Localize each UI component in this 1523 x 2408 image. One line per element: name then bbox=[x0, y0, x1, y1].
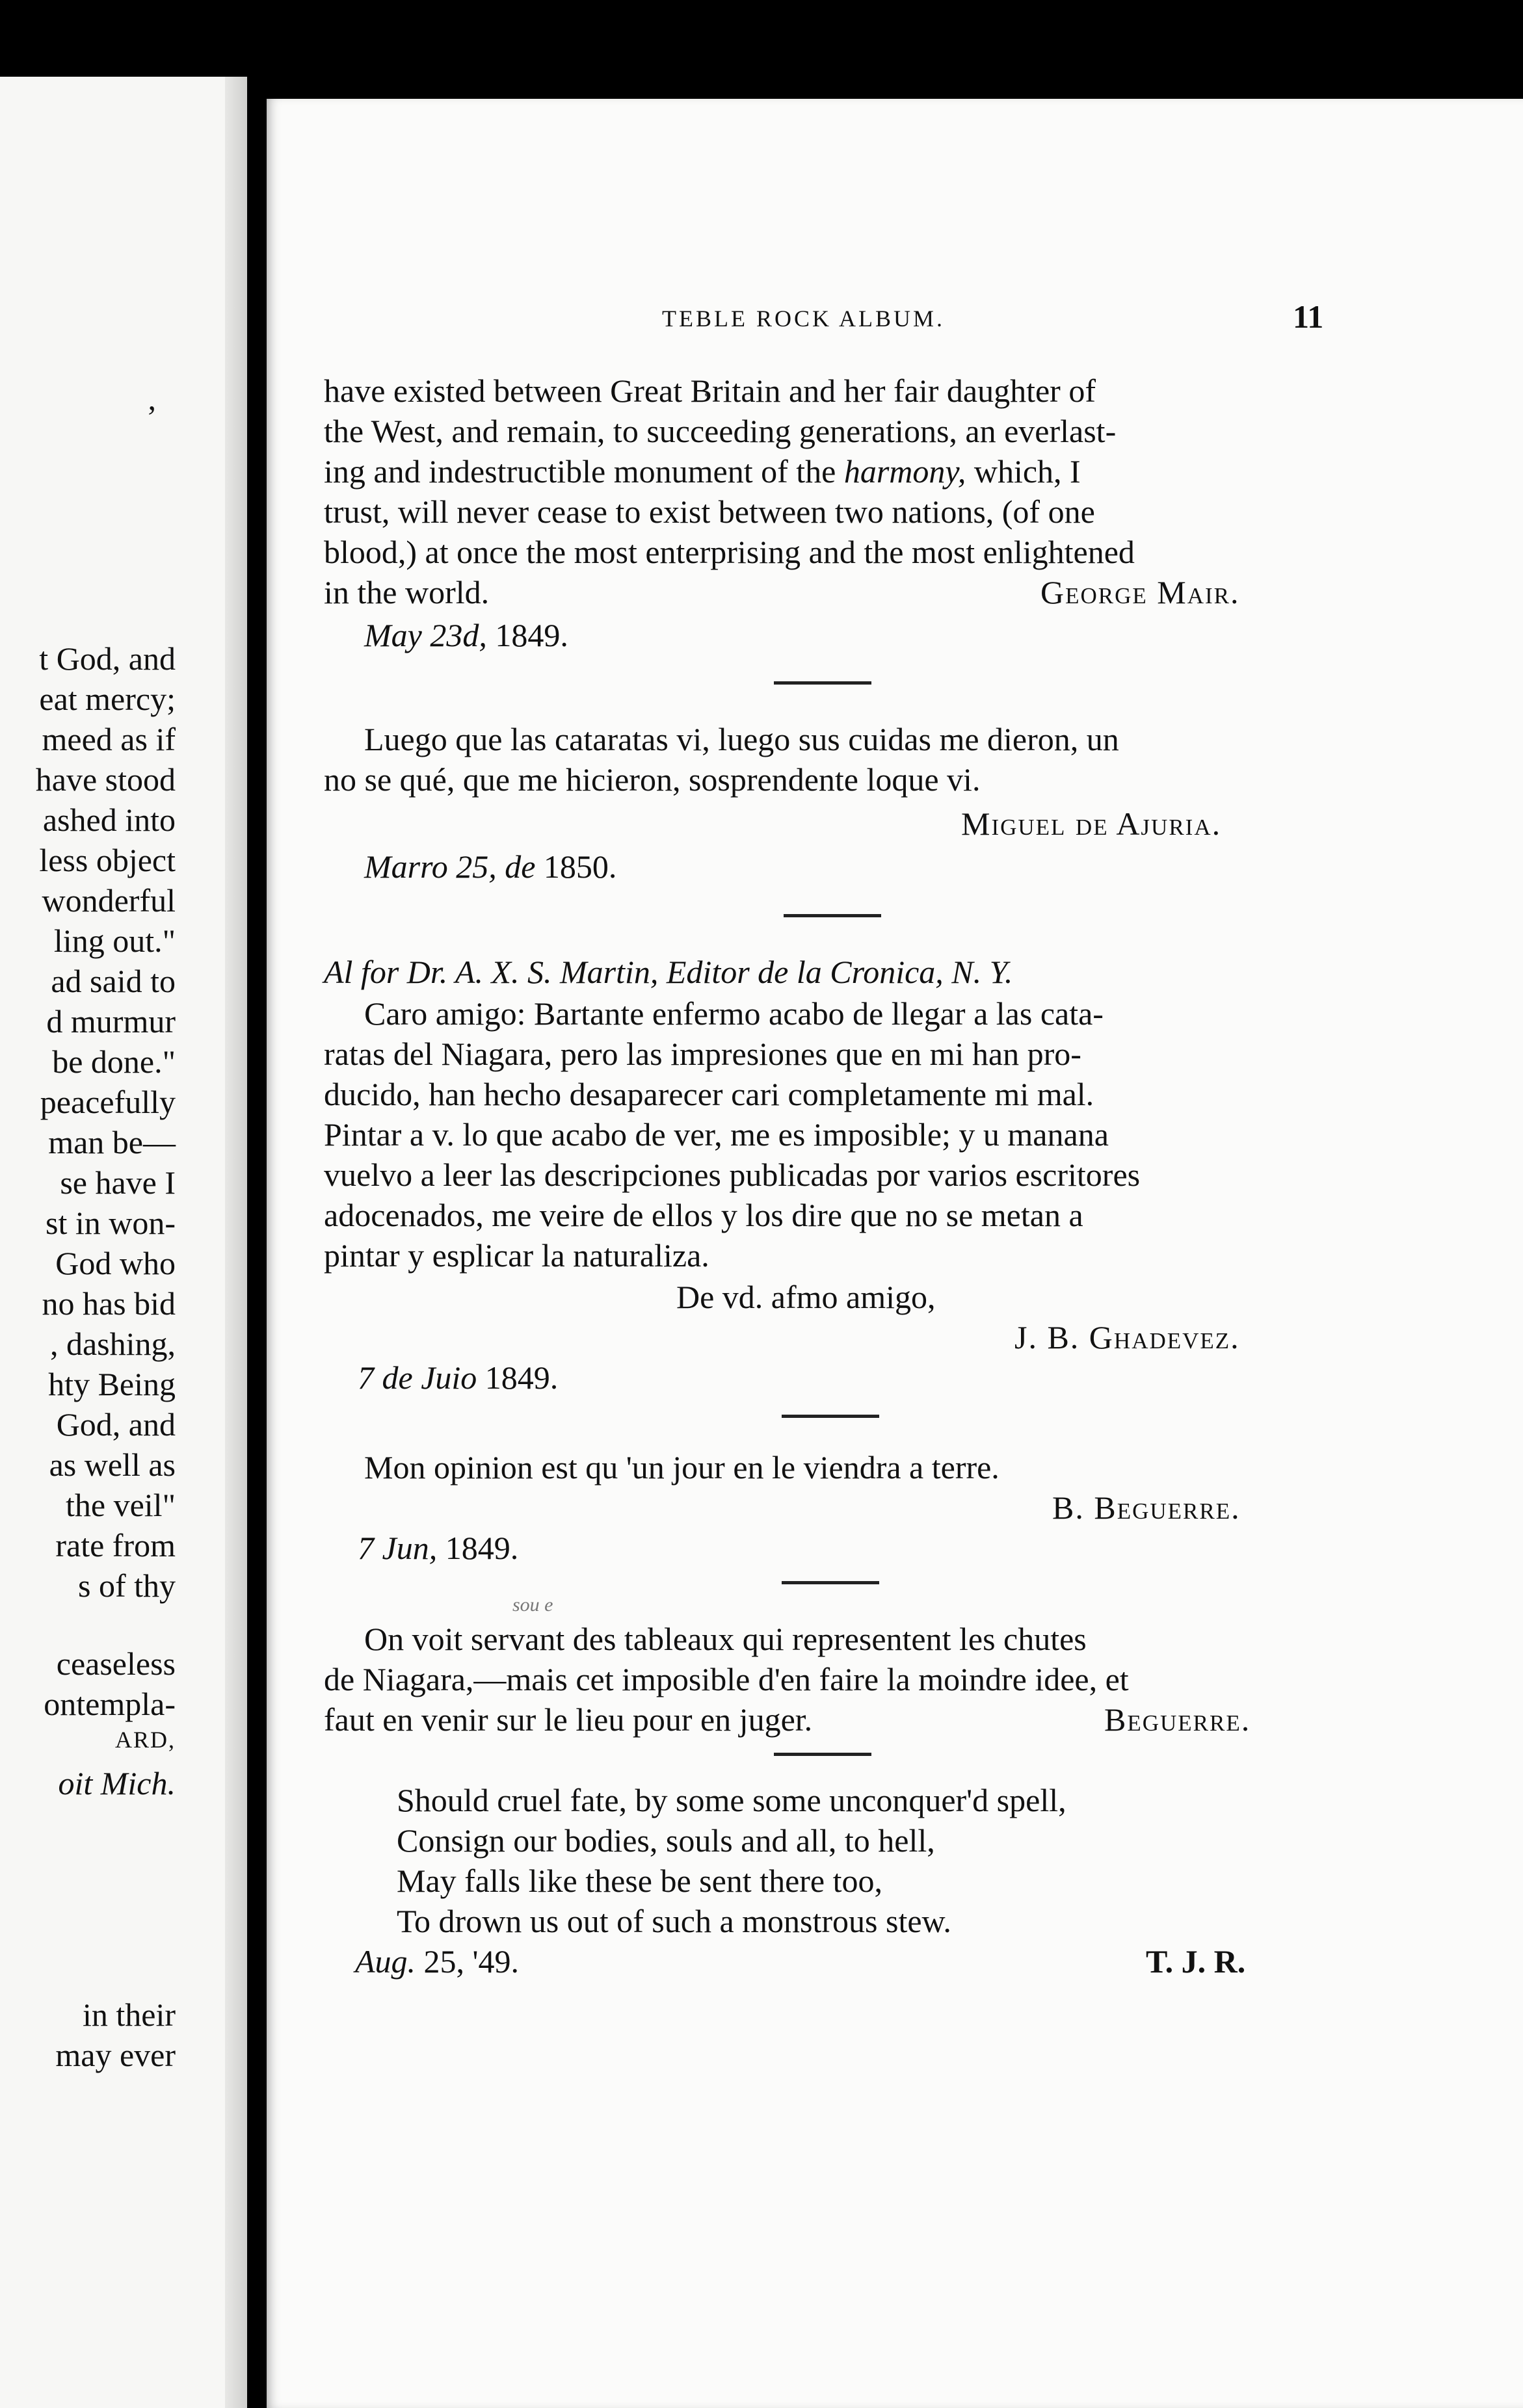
left-line: have stood bbox=[35, 761, 176, 798]
left-line: se have I bbox=[60, 1164, 176, 1201]
letter-heading: Al for Dr. A. X. S. Martin, Editor de la Cronica, N. Y. bbox=[324, 954, 1013, 990]
letter-closing: De vd. afmo amigo, bbox=[676, 1279, 936, 1315]
date-month: Marro 25, de bbox=[364, 848, 536, 885]
entry2-line: Luego que las cataratas vi, luego sus cuidas me dieron, un bbox=[364, 721, 1119, 757]
separator-rule bbox=[782, 1415, 879, 1418]
left-line: God, and bbox=[56, 1406, 176, 1443]
poem-line: May falls like these be sent there too, bbox=[397, 1863, 882, 1899]
entry2-date bbox=[364, 850, 616, 883]
entry4-date bbox=[358, 1532, 518, 1564]
left-line: the veil" bbox=[66, 1487, 176, 1523]
signature-miguel-de-ajuria: Miguel de Ajuria. bbox=[961, 805, 1222, 842]
entry1-line bbox=[324, 455, 1081, 488]
left-line: man be— bbox=[48, 1124, 176, 1160]
page-gutter bbox=[225, 77, 247, 2408]
signature-tjr: T. J. R. bbox=[1146, 1943, 1246, 1980]
left-line: meed as if bbox=[42, 721, 176, 757]
date-year: 1849. bbox=[484, 1359, 559, 1396]
separator-rule bbox=[774, 1753, 871, 1756]
separator-rule bbox=[774, 681, 871, 685]
entry3-line: Caro amigo: Bartante enfermo acabo de llegar a las cata- bbox=[364, 995, 1104, 1032]
left-line: peacefully bbox=[40, 1084, 176, 1120]
entry1-line: in the world. bbox=[324, 574, 490, 610]
entry5-line: faut en venir sur le lieu pour en juger. bbox=[324, 1701, 813, 1738]
entry3-line: Pintar a v. lo que acabo de ver, me es imposible; y u manana bbox=[324, 1116, 1109, 1153]
entry1-line: trust, will never cease to exist between two nations, (of one bbox=[324, 493, 1095, 530]
left-line: ARD, bbox=[114, 1727, 176, 1753]
entry3-date bbox=[358, 1361, 558, 1394]
harmony-word: harmony, bbox=[843, 453, 966, 490]
left-line: s of thy bbox=[78, 1567, 176, 1604]
running-head: TEBLE ROCK ALBUM. bbox=[662, 306, 946, 332]
left-line: ontempla- bbox=[44, 1686, 176, 1722]
left-line: may ever bbox=[55, 2037, 176, 2073]
right-page bbox=[267, 99, 1523, 2408]
left-line: , bbox=[148, 380, 156, 417]
left-line: st in won- bbox=[46, 1205, 176, 1241]
date-month: 7 de Juio bbox=[358, 1359, 477, 1396]
poem-date bbox=[355, 1945, 519, 1978]
left-line: t God, and bbox=[39, 640, 176, 677]
signature-ghadevez: J. B. Ghadevez. bbox=[1014, 1319, 1240, 1355]
left-line: eat mercy; bbox=[39, 681, 176, 717]
left-line: oit Mich. bbox=[58, 1765, 176, 1801]
left-page-fragment bbox=[0, 77, 247, 2408]
date-month: Aug. bbox=[355, 1943, 416, 1980]
entry2-line: no se qué, que me hicieron, sosprendente loque vi. bbox=[324, 761, 981, 798]
separator-rule bbox=[784, 914, 881, 917]
date-year: 25, '49. bbox=[423, 1943, 520, 1980]
date-month: 7 Jun, bbox=[358, 1530, 438, 1566]
date-year: 1849. bbox=[495, 617, 568, 653]
left-line: rate from bbox=[55, 1527, 176, 1564]
date-year: 1850. bbox=[543, 848, 617, 885]
entry5-line: de Niagara,—mais cet imposible d'en faire la moindre idee, et bbox=[324, 1661, 1129, 1697]
poem-line: To drown us out of such a monstrous stew. bbox=[397, 1903, 951, 1939]
left-line: ceaseless bbox=[56, 1645, 176, 1682]
left-line: wonderful bbox=[42, 882, 176, 919]
left-line: hty Being bbox=[48, 1366, 176, 1402]
entry1-line: the West, and remain, to succeeding generations, an everlast- bbox=[324, 413, 1117, 449]
entry1-line: blood,) at once the most enterprising and the most enlightened bbox=[324, 534, 1135, 570]
entry3-line: vuelvo a leer las descripciones publicadas por varios escritores bbox=[324, 1157, 1141, 1193]
date-month: May 23d, bbox=[364, 617, 487, 653]
signature-b-beguerre: B. Beguerre. bbox=[1052, 1489, 1241, 1526]
left-line: ling out." bbox=[53, 923, 176, 959]
entry1-line-start: ing and indestructible monument of the bbox=[324, 453, 836, 490]
left-line: in their bbox=[82, 1996, 176, 2033]
left-line: no has bid bbox=[42, 1285, 176, 1322]
entry1-line: have existed between Great Britain and her fair daughter of bbox=[324, 373, 1096, 409]
page-number: 11 bbox=[1293, 298, 1324, 335]
left-line: d murmur bbox=[46, 1003, 176, 1040]
entry1-date bbox=[364, 619, 568, 651]
signature-beguerre: Beguerre. bbox=[1104, 1701, 1251, 1738]
separator-rule bbox=[782, 1581, 879, 1584]
left-line: as well as bbox=[49, 1446, 176, 1483]
poem-line: Should cruel fate, by some some unconquer'd spell, bbox=[397, 1782, 1066, 1818]
entry5-line: On voit servant des tableaux qui representent les chutes bbox=[364, 1621, 1087, 1657]
left-line: God who bbox=[55, 1245, 176, 1281]
left-line: less object bbox=[39, 842, 176, 878]
entry3-line: pintar y esplicar la naturaliza. bbox=[324, 1237, 709, 1274]
signature-george-mair: George Mair. bbox=[1040, 574, 1240, 610]
date-year: 1849. bbox=[445, 1530, 519, 1566]
left-line: , dashing, bbox=[49, 1326, 176, 1362]
entry1-line-end: which, I bbox=[973, 453, 1081, 490]
poem-line: Consign our bodies, souls and all, to hell, bbox=[397, 1822, 935, 1859]
left-line: be done." bbox=[52, 1043, 176, 1080]
entry3-line: ratas del Niagara, pero las impresiones que en mi han pro- bbox=[324, 1036, 1081, 1072]
left-line: ad said to bbox=[51, 963, 176, 999]
marginal-handwriting: sou e bbox=[512, 1594, 553, 1616]
left-line: ashed into bbox=[42, 802, 176, 838]
entry4-line: Mon opinion est qu 'un jour en le viendra a terre. bbox=[364, 1449, 1000, 1485]
entry3-line: ducido, han hecho desaparecer cari completamente mi mal. bbox=[324, 1076, 1094, 1112]
entry3-line: adocenados, me veire de ellos y los dire que no se metan a bbox=[324, 1197, 1083, 1233]
